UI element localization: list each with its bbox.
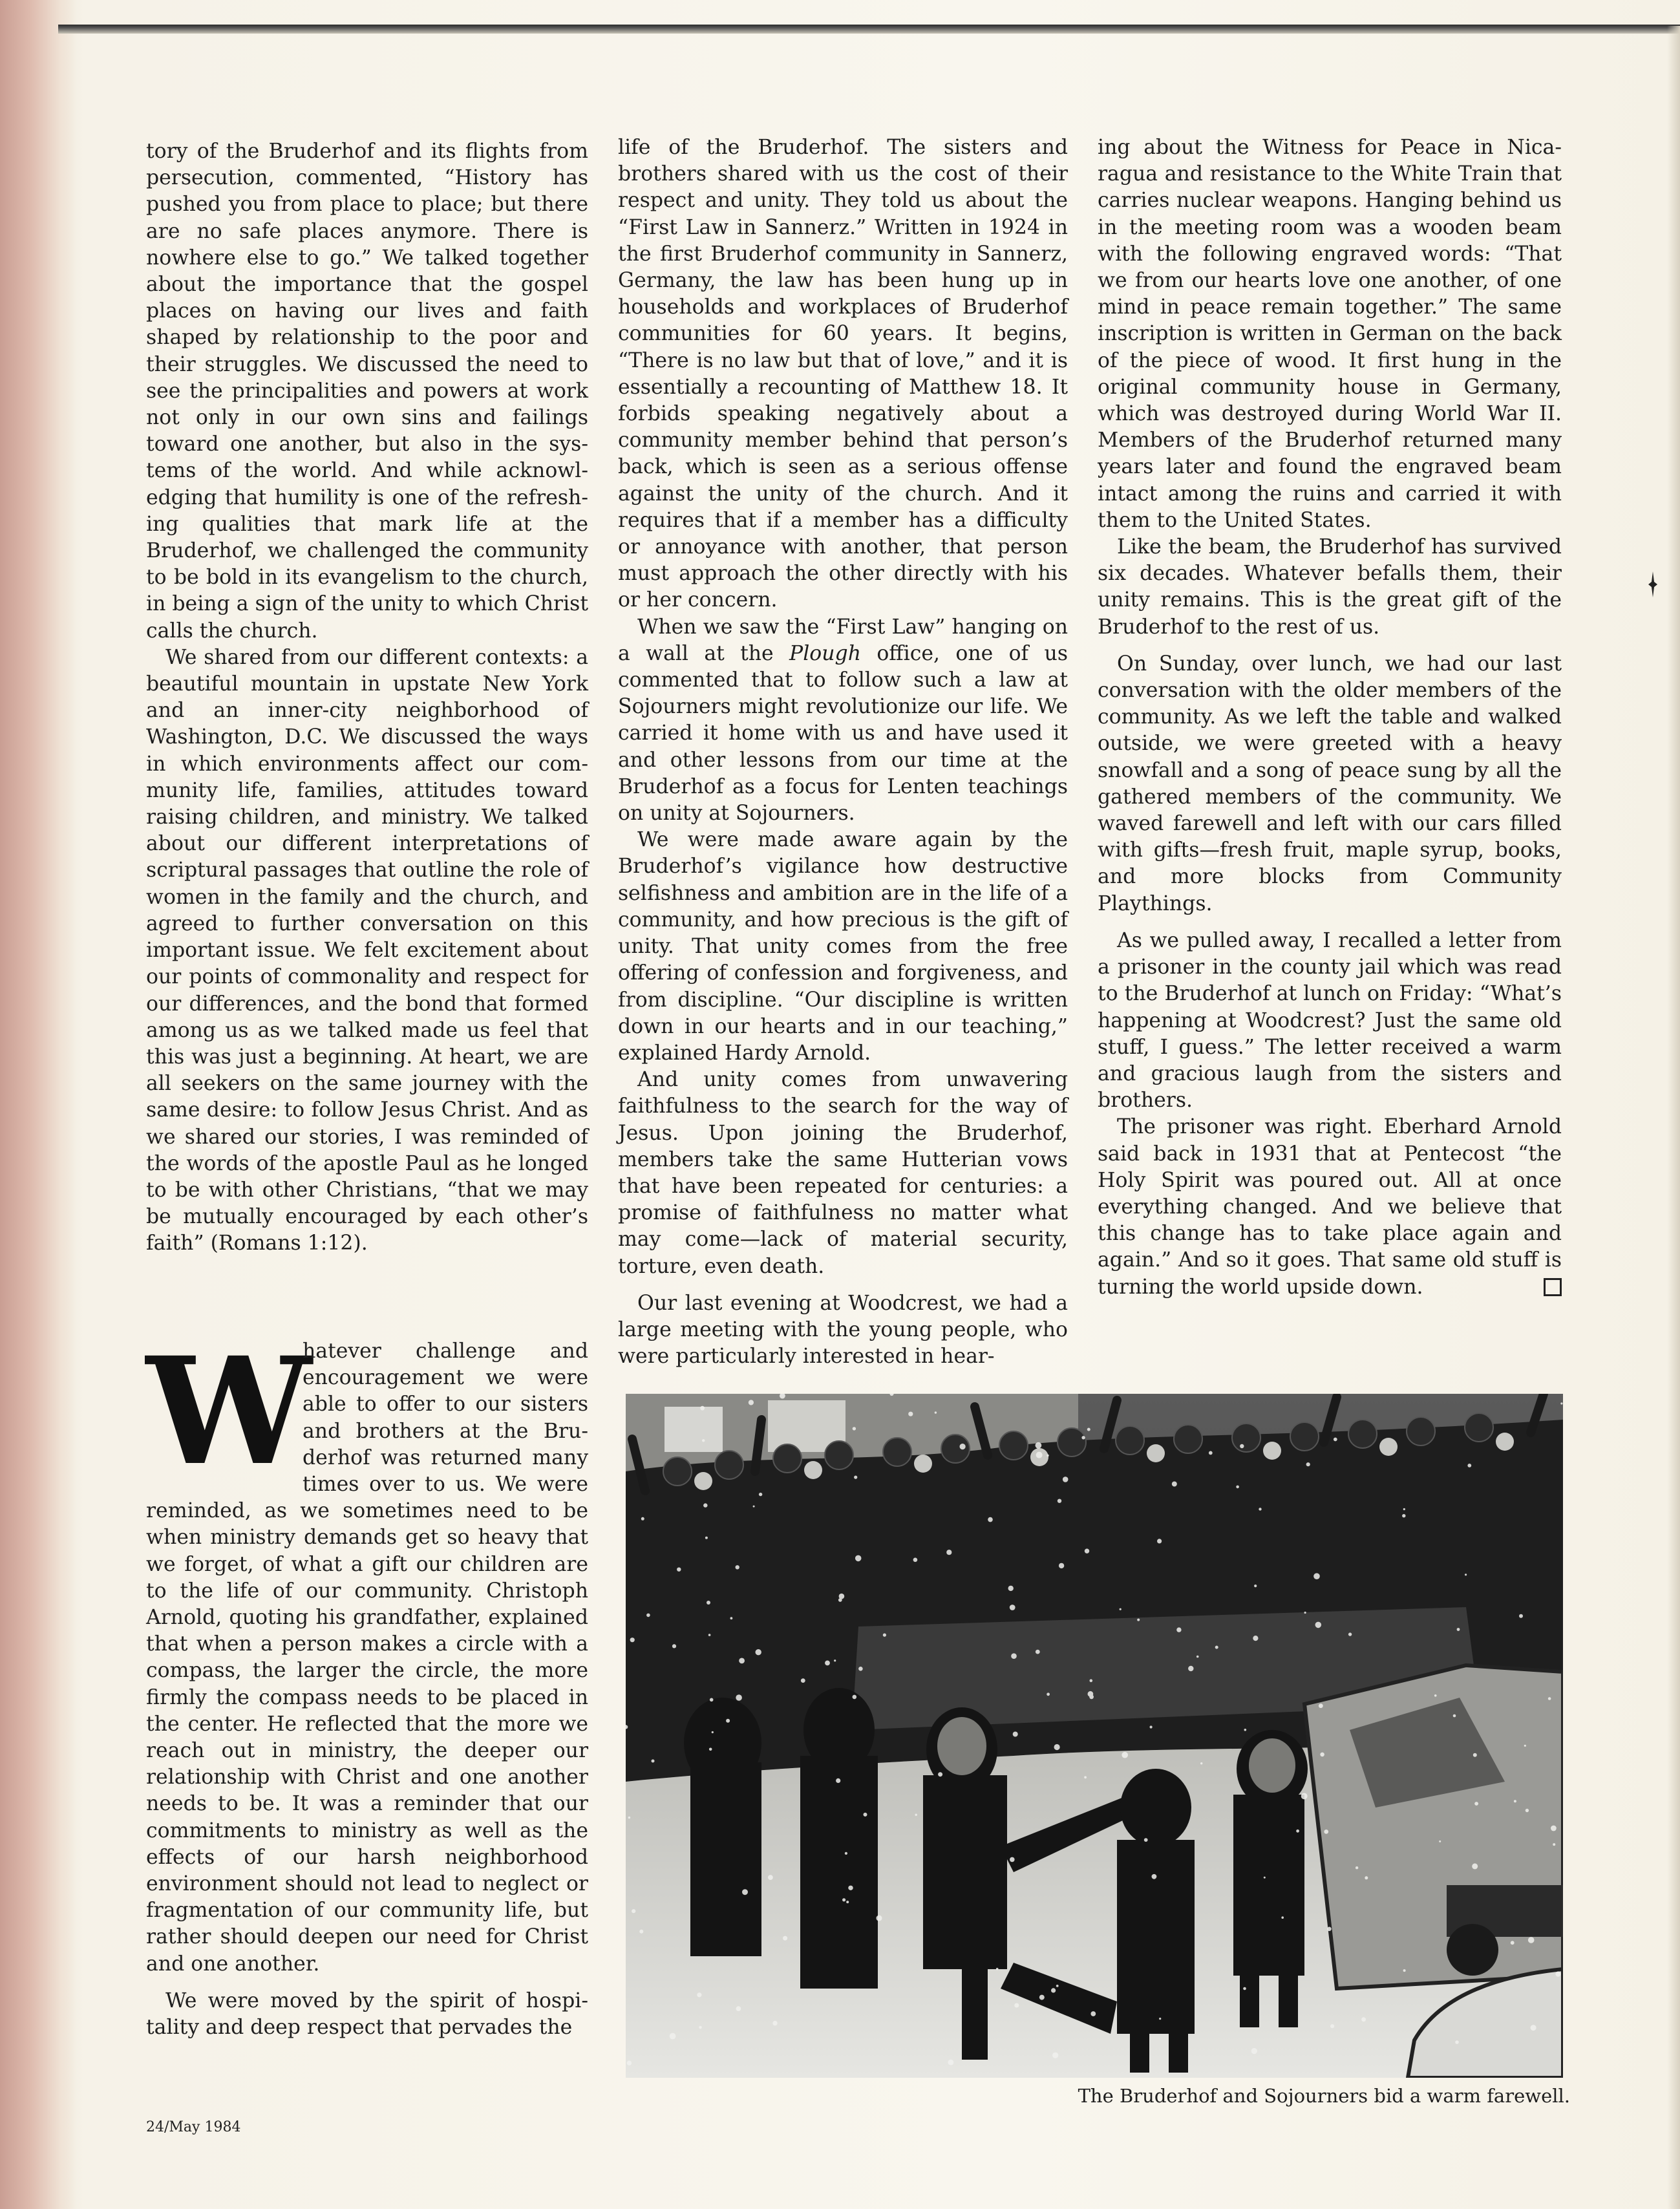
paragraph-text: office, one of us commented that to follow such a law at Sojourners might revolutionize our life. We carried it home with us and have used it and other lessons from our time at the Bruderhof as a focus for Lenten teachings on unity at Sojourners. (618, 641, 1068, 826)
paragraph-text: When we saw the “First Law” hanging on a wall at the (618, 615, 1068, 665)
paragraph (618, 614, 1068, 827)
paragraph-text: The prisoner was right. Eberhard Arnold said back in 1931 that at Pentecost “the Holy Spirit was poured out. All at once everything changed. And we believe that this change has to take place again and again.” And so it goes. That same old stuff is turning the world upside down. (1098, 1115, 1562, 1299)
paragraph: ing about the Witness for Peace in Nicaragua and resistance to the White Train that carries nuclear weapons. Hanging behind us in the meeting room was a wooden beam with the following engraved words: “That we from our hearts love one another, of one mind in peace remain together.” The same inscription is written in German on the back of the piece of wood. It first hung in the original community house in Germany, which was destroyed during World War II. Members of the Bruderhof returned many years later and found the engraved beam intact among the ruins and carried it with them to the United States. (1098, 136, 1562, 532)
photo-illustration (626, 1394, 1563, 2078)
paragraph: Like the beam, the Bruderhof has survived six decades. Whatever befalls them, their unity remains. This is the great gift of the Bruderhof to the rest of us. (1098, 535, 1562, 639)
text-column-3 (1098, 134, 1562, 1301)
end-of-article-mark (1544, 1278, 1562, 1296)
paragraph-with-drop-cap (146, 1325, 588, 1978)
paragraph: We were moved by the spirit of hospitality and deep respect that pervades the (146, 1989, 588, 2040)
paragraph-text: hatever challenge and encouragement we were able to offer to our sisters and brothers at the Bruderhof was returned many times over to us. We were reminded, as we sometimes need to be when ministry demands get so heavy that we forget, of what a gift our children are to the life of our community. Christoph Arnold, quoting his grandfather, explained that when a person makes a circle with a compass, the larger the circle, the more firmly the compass needs to be placed in the center. He reflected that the more we reach out in ministry, the deeper our relationship with Christ and one another needs to be. It was a reminder that our commitments to ministry as well as the effects of our harsh neighborhood environment should not lead to neglect or fragmentation of our community life, but rather should deepen our need for Christ and one another. (146, 1339, 588, 1976)
paragraph: life of the Bruderhof. The sisters and brothers shared with us the cost of their respect and unity. They told us about the “First Law in Sannerz.” Written in 1924 in the first Bruderhof community in Sannerz, Germany, the law has been hung up in households and workplaces of Bruderhof communities for 60 years. It begins, “There is no law but that of love,” and it is essentially a recounting of Matthew 18. It forbids speaking negatively about a community member behind that person’s back, which is seen as a serious offense against the unity of the church. And it requires that if a member has a difficulty or annoyance with another, that person must approach the other directly with his or her concern. (618, 136, 1068, 612)
page-binding-edge (0, 0, 76, 2209)
paragraph: Our last evening at Woodcrest, we had a large meeting with the young people, who were particularly interested in hear- (618, 1291, 1068, 1369)
paragraph: On Sunday, over lunch, we had our last conversation with the older members of the community. As we left the table and walked outside, we were greeted with a heavy snowfall and a song of peace sung by all the gathered members of the community. We waved farewell and left with our cars filled with gifts—fresh fruit, maple syrup, books, and more blocks from Community Playthings. (1098, 652, 1562, 915)
paragraph: tory of the Bruderhof and its flights from persecution, commented, “History has pushed you from place to place; but there are no safe places anymore. There is nowhere else to go.” We talked together about the importance that the gospel places on having our lives and faith shaped by relationship to the poor and their struggles. We discussed the need to see the principalities and powers at work not only in our own sins and failings toward one another, but also in the systems of the world. And while acknowledging that humility is one of the refreshing qualities that mark life at the Bruderhof, we challenged the community to be bold in its evangelism to the church, in being a sign of the unity to which Christ calls the church. (146, 140, 588, 643)
paragraph (1098, 1114, 1562, 1300)
page-right-edge (1667, 26, 1680, 2209)
text-column-2 (618, 134, 1068, 1370)
paragraph: And unity comes from unwavering faithfulness to the search for the way of Jesus. Upon joining the Bruderhof, members take the same Hutterian vows that have been repeated for centuries: a promise of faithfulness no matter what may come—lack of material security, torture, even death. (618, 1068, 1068, 1278)
margin-ink-mark (1648, 571, 1657, 597)
text-column-1-continued (146, 1325, 588, 2041)
text-column-1 (146, 138, 588, 1257)
magazine-title: Plough (789, 641, 861, 665)
paragraph: We shared from our different contexts: a beautiful mountain in upstate New York and an inner-city neighborhood of Washington, D.C. We discussed the ways in which environments affect our community life, families, attitudes toward raising children, and ministry. We talked about our different interpretations of scriptural passages that outline the role of women in the family and the church, and agreed to further conversation on this important issue. We felt excitement about our points of commonality and respect for our differences, and the bond that formed among us as we talked made us feel that this was just a beginning. At heart, we are all seekers on the same journey with the same desire: to follow Jesus Christ. And as we shared our stories, I was reminded of the words of the apostle Paul as he longed to be with other Christians, “that we may be mutually encouraged by each other’s faith” (Romans 1:12). (146, 645, 588, 1255)
page-top-edge (58, 25, 1680, 34)
photo-caption: The Bruderhof and Sojourners bid a warm farewell. (1078, 2085, 1570, 2107)
paragraph: As we pulled away, I recalled a letter from a prisoner in the county jail which was read to the Bruderhof at lunch on Friday: “What’s happening at Woodcrest? Just the same old stuff, I guess.” The letter received a warm and gracious laugh from the sisters and brothers. (1098, 928, 1562, 1113)
drop-cap: W (146, 1325, 307, 1498)
photo-farewell-crowd (626, 1394, 1563, 2078)
page-folio: 24/May 1984 (146, 2119, 241, 2135)
paragraph: We were made aware again by the Bruderhof’s vigilance how destructive selfishness and ambition are in the life of a community, and how precious is the gift of unity. That unity comes from the free offering of confession and forgiveness, and from discipline. “Our discipline is written down in our hearts and in our teaching,” explained Hardy Arnold. (618, 828, 1068, 1065)
